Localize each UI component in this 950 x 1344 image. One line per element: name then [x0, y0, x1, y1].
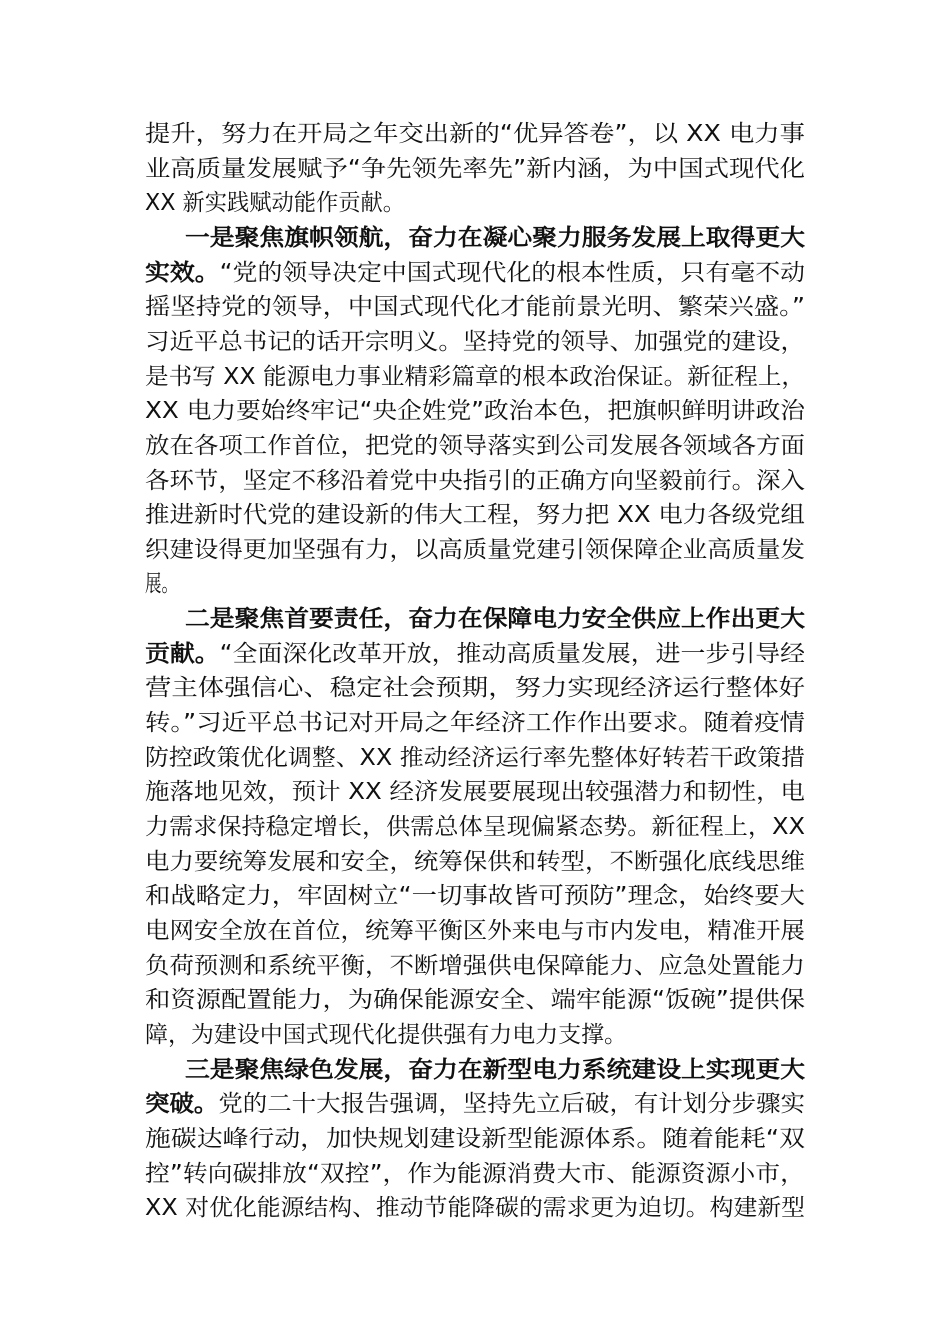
body-text: 防控政策优化调整、XX 推动经济运行率先整体好转若干政策措 [145, 745, 805, 771]
line-content [145, 670, 805, 706]
line-content [145, 1121, 805, 1157]
line-content [145, 982, 805, 1018]
text-line [145, 705, 805, 741]
body-text: 摇坚持党的领导，中国式现代化才能前景光明、繁荣兴盛。” [145, 294, 805, 320]
body-text: 电网安全放在首位，统筹平衡区外来电与市内发电，精准开展 [145, 918, 805, 944]
line-content [145, 428, 805, 464]
text-line [185, 220, 805, 256]
body-text: XX 新实践赋动能作贡献。 [145, 190, 405, 216]
text-line [145, 1190, 805, 1226]
text-line [145, 948, 805, 984]
line-content [145, 844, 805, 880]
text-line [145, 1017, 627, 1053]
text-line [145, 185, 405, 221]
body-text: 力需求保持稳定增长，供需总体呈现偏紧态势。新征程上，XX [145, 814, 805, 840]
text-line [145, 844, 805, 880]
body-text: 提升，努力在开局之年交出新的“优异答卷”，以 XX 电力事 [145, 121, 805, 147]
line-content [145, 878, 805, 914]
line-content [185, 220, 805, 256]
body-text: 营主体强信心、稳定社会预期，努力实现经济运行整体好 [145, 675, 805, 701]
text-line [145, 1121, 805, 1157]
line-content [145, 948, 805, 984]
text-line [145, 774, 805, 810]
bold-heading-text: 贡献。 [145, 641, 220, 667]
line-content [185, 1052, 805, 1088]
text-line [145, 428, 805, 464]
text-line [145, 532, 805, 568]
text-line [145, 393, 805, 429]
body-text: 党的二十大报告强调，坚持先立后破，有计划分步骤实 [218, 1091, 805, 1117]
line-content [145, 497, 805, 533]
text-line [145, 463, 805, 499]
text-line [145, 255, 805, 291]
line-content [185, 601, 805, 637]
text-line [145, 670, 805, 706]
line-content [145, 359, 805, 395]
line-content [145, 324, 805, 360]
text-line [185, 1052, 805, 1088]
line-content [145, 636, 805, 672]
line-content [145, 705, 805, 741]
line-content [145, 740, 805, 776]
body-text: 障，为建设中国式现代化提供强有力电力支撑。 [145, 1022, 627, 1048]
line-content [145, 913, 805, 949]
body-text: XX 对优化能源结构、推动节能降碳的需求更为迫切。构建新型 [145, 1195, 805, 1221]
line-content [145, 566, 178, 602]
body-text: 电力要统筹发展和安全，统筹保供和转型，不断强化底线思维 [145, 849, 805, 875]
text-line [145, 982, 805, 1018]
body-text: 负荷预测和系统平衡，不断增强供电保障能力、应急处置能力 [145, 953, 805, 979]
line-content [145, 1086, 805, 1122]
text-line [185, 601, 805, 637]
bold-heading-text: 三是聚焦绿色发展，奋力在新型电力系统建设上实现更大 [185, 1057, 805, 1083]
line-content [145, 289, 805, 325]
body-text: 施落地见效，预计 XX 经济发展要展现出较强潜力和韧性，电 [145, 779, 805, 805]
line-content [145, 1156, 805, 1192]
bold-heading-text: 突破。 [145, 1091, 219, 1117]
body-text: 展。 [145, 571, 178, 597]
body-text: 和战略定力，牢固树立“一切事故皆可预防”理念，始终要大 [145, 883, 805, 909]
text-line [145, 740, 805, 776]
line-content [145, 463, 805, 499]
text-line [145, 324, 805, 360]
body-text: 是书写 XX 能源电力事业精彩篇章的根本政治保证。新征程上， [145, 364, 805, 390]
text-line [145, 1156, 805, 1192]
text-line [145, 809, 805, 845]
line-content [145, 393, 805, 429]
body-text: 控”转向碳排放“双控”，作为能源消费大市、能源资源小市， [145, 1161, 805, 1187]
text-line [145, 1086, 805, 1122]
line-content [145, 809, 805, 845]
line-content [145, 774, 805, 810]
text-line [145, 359, 805, 395]
text-line [145, 636, 805, 672]
text-line [145, 913, 805, 949]
body-text: 转。”习近平总书记对开局之年经济工作作出要求。随着疫情 [145, 710, 805, 736]
line-content [145, 116, 805, 152]
body-text: 织建设得更加坚强有力，以高质量党建引领保障企业高质量发 [145, 537, 805, 563]
line-content [145, 255, 805, 291]
line-content [145, 1190, 805, 1226]
bold-heading-text: 实效。 [145, 260, 220, 286]
body-text: 和资源配置能力，为确保能源安全、端牢能源“饭碗”提供保 [145, 987, 805, 1013]
bold-heading-text: 二是聚焦首要责任，奋力在保障电力安全供应上作出更大 [185, 606, 805, 632]
body-text: 施碳达峰行动，加快规划建设新型能源体系。随着能耗“双 [145, 1126, 805, 1152]
line-content [145, 1017, 627, 1053]
text-line [145, 878, 805, 914]
line-content [145, 151, 805, 187]
body-text: 业高质量发展赋予“争先领先率先”新内涵，为中国式现代化 [145, 156, 805, 182]
text-line [145, 151, 805, 187]
body-text: “全面深化改革开放，推动高质量发展，进一步引导经 [219, 641, 806, 667]
body-text: 各环节，坚定不移沿着党中央指引的正确方向坚毅前行。深入 [145, 468, 805, 494]
line-content [145, 185, 405, 221]
body-text: 放在各项工作首位，把党的领导落实到公司发展各领域各方面 [145, 433, 805, 459]
bold-heading-text: 一是聚焦旗帜领航，奋力在凝心聚力服务发展上取得更大 [185, 225, 805, 251]
body-text: “党的领导决定中国式现代化的根本性质，只有毫不动 [219, 260, 806, 286]
text-line [145, 497, 805, 533]
text-line [145, 289, 805, 325]
line-content [145, 532, 805, 568]
body-text: 习近平总书记的话开宗明义。坚持党的领导、加强党的建设， [145, 329, 805, 355]
body-text: 推进新时代党的建设新的伟大工程，努力把 XX 电力各级党组 [145, 502, 805, 528]
text-line [145, 116, 805, 152]
body-text: XX 电力要始终牢记“央企姓党”政治本色，把旗帜鲜明讲政治 [145, 398, 805, 424]
text-line [145, 566, 178, 602]
